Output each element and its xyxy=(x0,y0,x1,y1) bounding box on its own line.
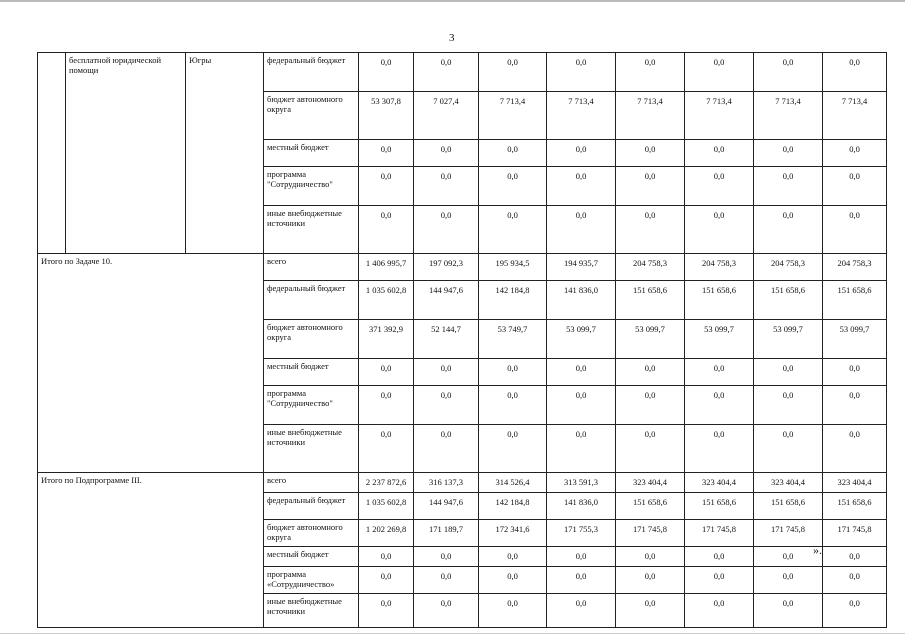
value-cell: 0,0 xyxy=(479,567,547,594)
value-cell: 171 189,7 xyxy=(414,520,479,547)
value-cell: 53 099,7 xyxy=(823,320,887,359)
value-cell: 313 591,3 xyxy=(547,473,616,493)
value-cell: 0,0 xyxy=(754,386,823,425)
value-cell: 0,0 xyxy=(616,567,685,594)
value-cell: 0,0 xyxy=(359,140,414,167)
value-cell: 0,0 xyxy=(754,425,823,473)
value-cell: 7 713,4 xyxy=(754,92,823,140)
value-cell: 151 658,6 xyxy=(823,493,887,520)
value-cell: 53 099,7 xyxy=(547,320,616,359)
value-cell: 0,0 xyxy=(823,547,887,567)
value-cell: 0,0 xyxy=(754,167,823,206)
value-cell: 0,0 xyxy=(823,425,887,473)
value-cell: 323 404,4 xyxy=(754,473,823,493)
source-cell: всего xyxy=(264,254,359,281)
value-cell: 0,0 xyxy=(359,359,414,386)
table-row xyxy=(38,254,887,281)
value-cell: 0,0 xyxy=(359,425,414,473)
value-cell: 204 758,3 xyxy=(823,254,887,281)
value-cell: 204 758,3 xyxy=(754,254,823,281)
value-cell: 0,0 xyxy=(754,567,823,594)
value-cell: 7 713,4 xyxy=(479,92,547,140)
value-cell: 0,0 xyxy=(685,547,754,567)
source-cell: бюджет автономного округа xyxy=(264,320,359,359)
closing-quote: ». xyxy=(813,543,822,557)
source-cell: местный бюджет xyxy=(264,140,359,167)
source-cell: иные внебюджетные источники xyxy=(264,594,359,628)
source-cell: федеральный бюджет xyxy=(264,493,359,520)
value-cell: 0,0 xyxy=(616,594,685,628)
value-cell: 0,0 xyxy=(823,594,887,628)
value-cell: 0,0 xyxy=(754,594,823,628)
budget-table xyxy=(37,52,887,628)
value-cell: 0,0 xyxy=(479,167,547,206)
value-cell: 0,0 xyxy=(616,167,685,206)
value-cell: 0,0 xyxy=(547,547,616,567)
source-cell: программа "Сотрудничество" xyxy=(264,386,359,425)
value-cell: 0,0 xyxy=(479,386,547,425)
source-cell: местный бюджет xyxy=(264,359,359,386)
value-cell: 0,0 xyxy=(823,359,887,386)
page-number: 3 xyxy=(449,32,455,44)
value-cell: 197 092,3 xyxy=(414,254,479,281)
value-cell: 171 745,8 xyxy=(685,520,754,547)
value-cell: 141 836,0 xyxy=(547,281,616,320)
value-cell: 0,0 xyxy=(479,53,547,92)
value-cell: 0,0 xyxy=(685,425,754,473)
value-cell: 0,0 xyxy=(754,206,823,254)
value-cell: 323 404,4 xyxy=(616,473,685,493)
value-cell: 0,0 xyxy=(616,547,685,567)
value-cell: 0,0 xyxy=(616,206,685,254)
value-cell: 316 137,3 xyxy=(414,473,479,493)
row-number-cell xyxy=(38,53,66,254)
source-cell: бюджет автономного округа xyxy=(264,92,359,140)
value-cell: 0,0 xyxy=(685,140,754,167)
value-cell: 0,0 xyxy=(547,594,616,628)
value-cell: 7 713,4 xyxy=(685,92,754,140)
source-cell: местный бюджет xyxy=(264,547,359,567)
value-cell: 0,0 xyxy=(616,140,685,167)
value-cell: 151 658,6 xyxy=(616,493,685,520)
value-cell: 141 836,0 xyxy=(547,493,616,520)
value-cell: 0,0 xyxy=(479,140,547,167)
value-cell: 0,0 xyxy=(547,567,616,594)
measure-name-cell: бесплатной юридической помощи xyxy=(66,53,186,254)
value-cell: 0,0 xyxy=(823,140,887,167)
value-cell: 0,0 xyxy=(414,386,479,425)
value-cell: 151 658,6 xyxy=(616,281,685,320)
value-cell: 0,0 xyxy=(823,567,887,594)
value-cell: 0,0 xyxy=(685,53,754,92)
value-cell: 204 758,3 xyxy=(685,254,754,281)
value-cell: 2 237 872,6 xyxy=(359,473,414,493)
value-cell: 0,0 xyxy=(547,206,616,254)
value-cell: 371 392,9 xyxy=(359,320,414,359)
value-cell: 0,0 xyxy=(414,425,479,473)
value-cell: 52 144,7 xyxy=(414,320,479,359)
scan-edge-top xyxy=(0,0,905,2)
value-cell: 0,0 xyxy=(359,594,414,628)
value-cell: 194 935,7 xyxy=(547,254,616,281)
subprogram-total-label: Итого по Подпрограмме III. xyxy=(38,473,264,628)
value-cell: 53 099,7 xyxy=(754,320,823,359)
value-cell: 0,0 xyxy=(479,594,547,628)
value-cell: 151 658,6 xyxy=(754,493,823,520)
value-cell: 323 404,4 xyxy=(823,473,887,493)
source-cell: федеральный бюджет xyxy=(264,281,359,320)
value-cell: 0,0 xyxy=(754,140,823,167)
value-cell: 0,0 xyxy=(685,567,754,594)
value-cell: 0,0 xyxy=(359,547,414,567)
task-total-label: Итого по Задаче 10. xyxy=(38,254,264,473)
value-cell: 171 755,3 xyxy=(547,520,616,547)
value-cell: 7 713,4 xyxy=(616,92,685,140)
value-cell: 0,0 xyxy=(547,140,616,167)
value-cell: 0,0 xyxy=(359,567,414,594)
value-cell: 0,0 xyxy=(616,53,685,92)
value-cell: 171 745,8 xyxy=(823,520,887,547)
source-cell: бюджет автономного округа xyxy=(264,520,359,547)
value-cell: 0,0 xyxy=(616,425,685,473)
value-cell: 0,0 xyxy=(685,594,754,628)
value-cell: 0,0 xyxy=(754,547,823,567)
value-cell: 171 745,8 xyxy=(754,520,823,547)
value-cell: 7 713,4 xyxy=(823,92,887,140)
value-cell: 0,0 xyxy=(414,594,479,628)
value-cell: 144 947,6 xyxy=(414,493,479,520)
value-cell: 1 202 269,8 xyxy=(359,520,414,547)
executor-cell: Югры xyxy=(186,53,264,254)
source-cell: программа «Сотрудничество» xyxy=(264,567,359,594)
value-cell: 151 658,6 xyxy=(685,281,754,320)
value-cell: 151 658,6 xyxy=(754,281,823,320)
value-cell: 0,0 xyxy=(823,53,887,92)
value-cell: 0,0 xyxy=(359,386,414,425)
value-cell: 0,0 xyxy=(547,386,616,425)
value-cell: 0,0 xyxy=(823,386,887,425)
value-cell: 53 099,7 xyxy=(616,320,685,359)
source-cell: всего xyxy=(264,473,359,493)
value-cell: 0,0 xyxy=(685,386,754,425)
source-cell: программа "Сотрудничество" xyxy=(264,167,359,206)
value-cell: 171 745,8 xyxy=(616,520,685,547)
scan-edge-bottom xyxy=(0,633,905,634)
value-cell: 142 184,8 xyxy=(479,281,547,320)
value-cell: 195 934,5 xyxy=(479,254,547,281)
value-cell: 0,0 xyxy=(754,53,823,92)
value-cell: 144 947,6 xyxy=(414,281,479,320)
value-cell: 151 658,6 xyxy=(685,493,754,520)
value-cell: 0,0 xyxy=(685,359,754,386)
value-cell: 0,0 xyxy=(414,567,479,594)
source-cell: иные внебюджетные источники xyxy=(264,206,359,254)
value-cell: 0,0 xyxy=(685,206,754,254)
value-cell: 0,0 xyxy=(479,206,547,254)
value-cell: 0,0 xyxy=(414,140,479,167)
value-cell: 1 035 602,8 xyxy=(359,281,414,320)
value-cell: 0,0 xyxy=(547,167,616,206)
value-cell: 0,0 xyxy=(685,167,754,206)
value-cell: 0,0 xyxy=(616,359,685,386)
table-row xyxy=(38,473,887,493)
value-cell: 0,0 xyxy=(414,547,479,567)
value-cell: 0,0 xyxy=(479,425,547,473)
value-cell: 172 341,6 xyxy=(479,520,547,547)
value-cell: 0,0 xyxy=(359,206,414,254)
value-cell: 323 404,4 xyxy=(685,473,754,493)
value-cell: 314 526,4 xyxy=(479,473,547,493)
value-cell: 0,0 xyxy=(616,386,685,425)
value-cell: 0,0 xyxy=(754,359,823,386)
value-cell: 0,0 xyxy=(414,359,479,386)
value-cell: 0,0 xyxy=(414,206,479,254)
value-cell: 7 713,4 xyxy=(547,92,616,140)
value-cell: 53 749,7 xyxy=(479,320,547,359)
value-cell: 0,0 xyxy=(359,53,414,92)
value-cell: 1 406 995,7 xyxy=(359,254,414,281)
value-cell: 0,0 xyxy=(414,53,479,92)
table-row xyxy=(38,53,887,92)
value-cell: 0,0 xyxy=(823,167,887,206)
value-cell: 0,0 xyxy=(547,53,616,92)
value-cell: 53 307,8 xyxy=(359,92,414,140)
value-cell: 0,0 xyxy=(823,206,887,254)
value-cell: 0,0 xyxy=(479,547,547,567)
value-cell: 53 099,7 xyxy=(685,320,754,359)
value-cell: 0,0 xyxy=(547,425,616,473)
value-cell: 151 658,6 xyxy=(823,281,887,320)
value-cell: 0,0 xyxy=(547,359,616,386)
value-cell: 142 184,8 xyxy=(479,493,547,520)
value-cell: 0,0 xyxy=(479,359,547,386)
source-cell: иные внебюджетные источники xyxy=(264,425,359,473)
value-cell: 7 027,4 xyxy=(414,92,479,140)
value-cell: 0,0 xyxy=(359,167,414,206)
value-cell: 0,0 xyxy=(414,167,479,206)
value-cell: 1 035 602,8 xyxy=(359,493,414,520)
source-cell: федеральный бюджет xyxy=(264,53,359,92)
value-cell: 204 758,3 xyxy=(616,254,685,281)
